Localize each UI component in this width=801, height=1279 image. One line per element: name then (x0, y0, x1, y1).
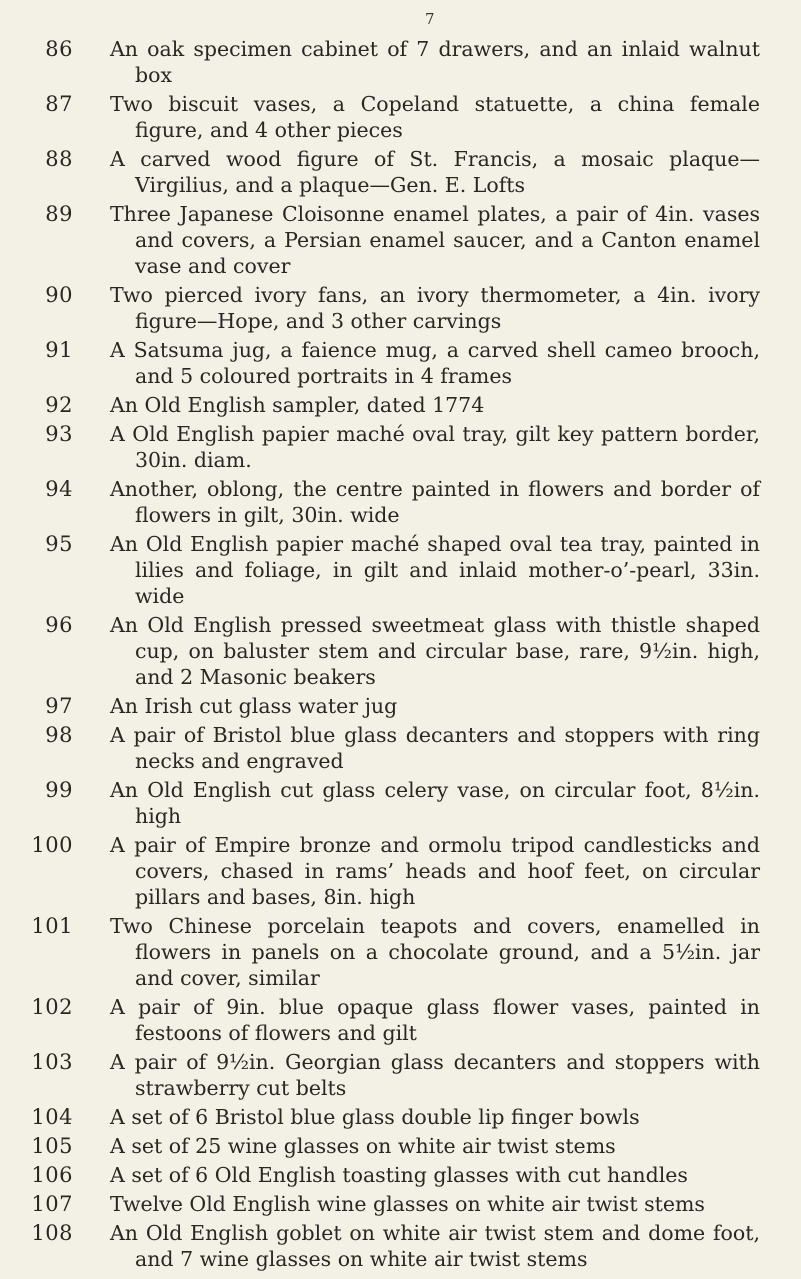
lot-number: 98 (45, 723, 73, 747)
lot-entry (0, 146, 801, 198)
lot-description: An Old English papier maché shaped oval tea tray, painted in lilies and foliage, in gilt and inlaid mother-o’-pearl, 33in. wide (110, 532, 760, 608)
lot-number: 108 (31, 1221, 73, 1245)
lot-number: 101 (31, 914, 73, 938)
lot-description: Twelve Old English wine glasses on white air twist stems (110, 1192, 705, 1216)
lot-description: An oak specimen cabinet of 7 drawers, and an inlaid walnut box (110, 37, 760, 87)
lot-entry (0, 36, 801, 88)
lot-entry (0, 1104, 801, 1130)
lot-description: A set of 6 Bristol blue glass double lip finger bowls (110, 1105, 640, 1129)
lot-entry (0, 693, 801, 719)
lot-entry (0, 282, 801, 334)
lot-entry (0, 722, 801, 774)
lot-number: 88 (45, 147, 73, 171)
lot-number: 97 (45, 694, 73, 718)
lot-number: 95 (45, 532, 73, 556)
lot-description: An Old English goblet on white air twist stem and dome foot, and 7 wine glasses on white air twist stems (110, 1221, 760, 1271)
lot-entry (0, 612, 801, 690)
lot-number: 94 (45, 477, 73, 501)
lot-number: 106 (31, 1163, 73, 1187)
lot-number: 91 (45, 338, 73, 362)
lot-description: A set of 25 wine glasses on white air twist stems (110, 1134, 616, 1158)
lot-description: A pair of Bristol blue glass decanters and stoppers with ring necks and engraved (110, 723, 760, 773)
lot-description: An Old English pressed sweetmeat glass with thistle shaped cup, on baluster stem and circular base, rare, 9½in. high, and 2 Masonic beakers (110, 613, 760, 689)
lot-number: 100 (31, 833, 73, 857)
lot-number: 93 (45, 422, 73, 446)
lot-entry (0, 421, 801, 473)
lot-number: 107 (31, 1192, 73, 1216)
lot-entry (0, 392, 801, 418)
lot-description: Two biscuit vases, a Copeland statuette, a china female figure, and 4 other pieces (110, 92, 760, 142)
lot-number: 105 (31, 1134, 73, 1158)
lot-entry (0, 201, 801, 279)
lot-description: Two pierced ivory fans, an ivory thermometer, a 4in. ivory figure—Hope, and 3 other carvings (110, 283, 760, 333)
lot-description: A pair of 9½in. Georgian glass decanters and stoppers with strawberry cut belts (110, 1050, 760, 1100)
lot-entry (0, 994, 801, 1046)
lot-entry (0, 1162, 801, 1188)
lot-entry (0, 1220, 801, 1272)
lot-list (0, 36, 801, 1275)
lot-entry (0, 832, 801, 910)
lot-number: 103 (31, 1050, 73, 1074)
lot-description: A Old English papier maché oval tray, gilt key pattern border, 30in. diam. (110, 422, 760, 472)
lot-entry (0, 913, 801, 991)
lot-description: A carved wood figure of St. Francis, a mosaic plaque—Virgilius, and a plaque—Gen. E. Lofts (110, 147, 760, 197)
lot-description: A set of 6 Old English toasting glasses with cut handles (110, 1163, 688, 1187)
lot-number: 86 (45, 37, 73, 61)
lot-description: A Satsuma jug, a faience mug, a carved shell cameo brooch, and 5 coloured portraits in 4 frames (110, 338, 760, 388)
lot-entry (0, 476, 801, 528)
lot-entry (0, 1191, 801, 1217)
lot-description: Three Japanese Cloisonne enamel plates, a pair of 4in. vases and covers, a Persian enamel saucer, and a Canton enamel vase and cover (110, 202, 760, 278)
lot-number: 92 (45, 393, 73, 417)
page-number: 7 (425, 10, 435, 28)
lot-entry (0, 531, 801, 609)
lot-entry (0, 91, 801, 143)
lot-entry (0, 337, 801, 389)
lot-number: 90 (45, 283, 73, 307)
lot-number: 89 (45, 202, 73, 226)
lot-description: An Old English sampler, dated 1774 (110, 393, 485, 417)
lot-description: Two Chinese porcelain teapots and covers, enamelled in flowers in panels on a chocolate ground, and a 5½in. jar and cover, similar (110, 914, 760, 990)
lot-number: 102 (31, 995, 73, 1019)
lot-description: An Irish cut glass water jug (110, 694, 398, 718)
lot-number: 104 (31, 1105, 73, 1129)
lot-number: 99 (45, 778, 73, 802)
lot-description: An Old English cut glass celery vase, on circular foot, 8½in. high (110, 778, 760, 828)
lot-description: Another, oblong, the centre painted in flowers and border of flowers in gilt, 30in. wide (110, 477, 760, 527)
lot-description: A pair of 9in. blue opaque glass flower vases, painted in festoons of flowers and gilt (110, 995, 760, 1045)
lot-entry (0, 777, 801, 829)
lot-number: 87 (45, 92, 73, 116)
lot-description: A pair of Empire bronze and ormolu tripod candlesticks and covers, chased in rams’ heads and hoof feet, on circular pillars and bases, 8in. high (110, 833, 760, 909)
lot-number: 96 (45, 613, 73, 637)
lot-entry (0, 1049, 801, 1101)
lot-entry (0, 1133, 801, 1159)
